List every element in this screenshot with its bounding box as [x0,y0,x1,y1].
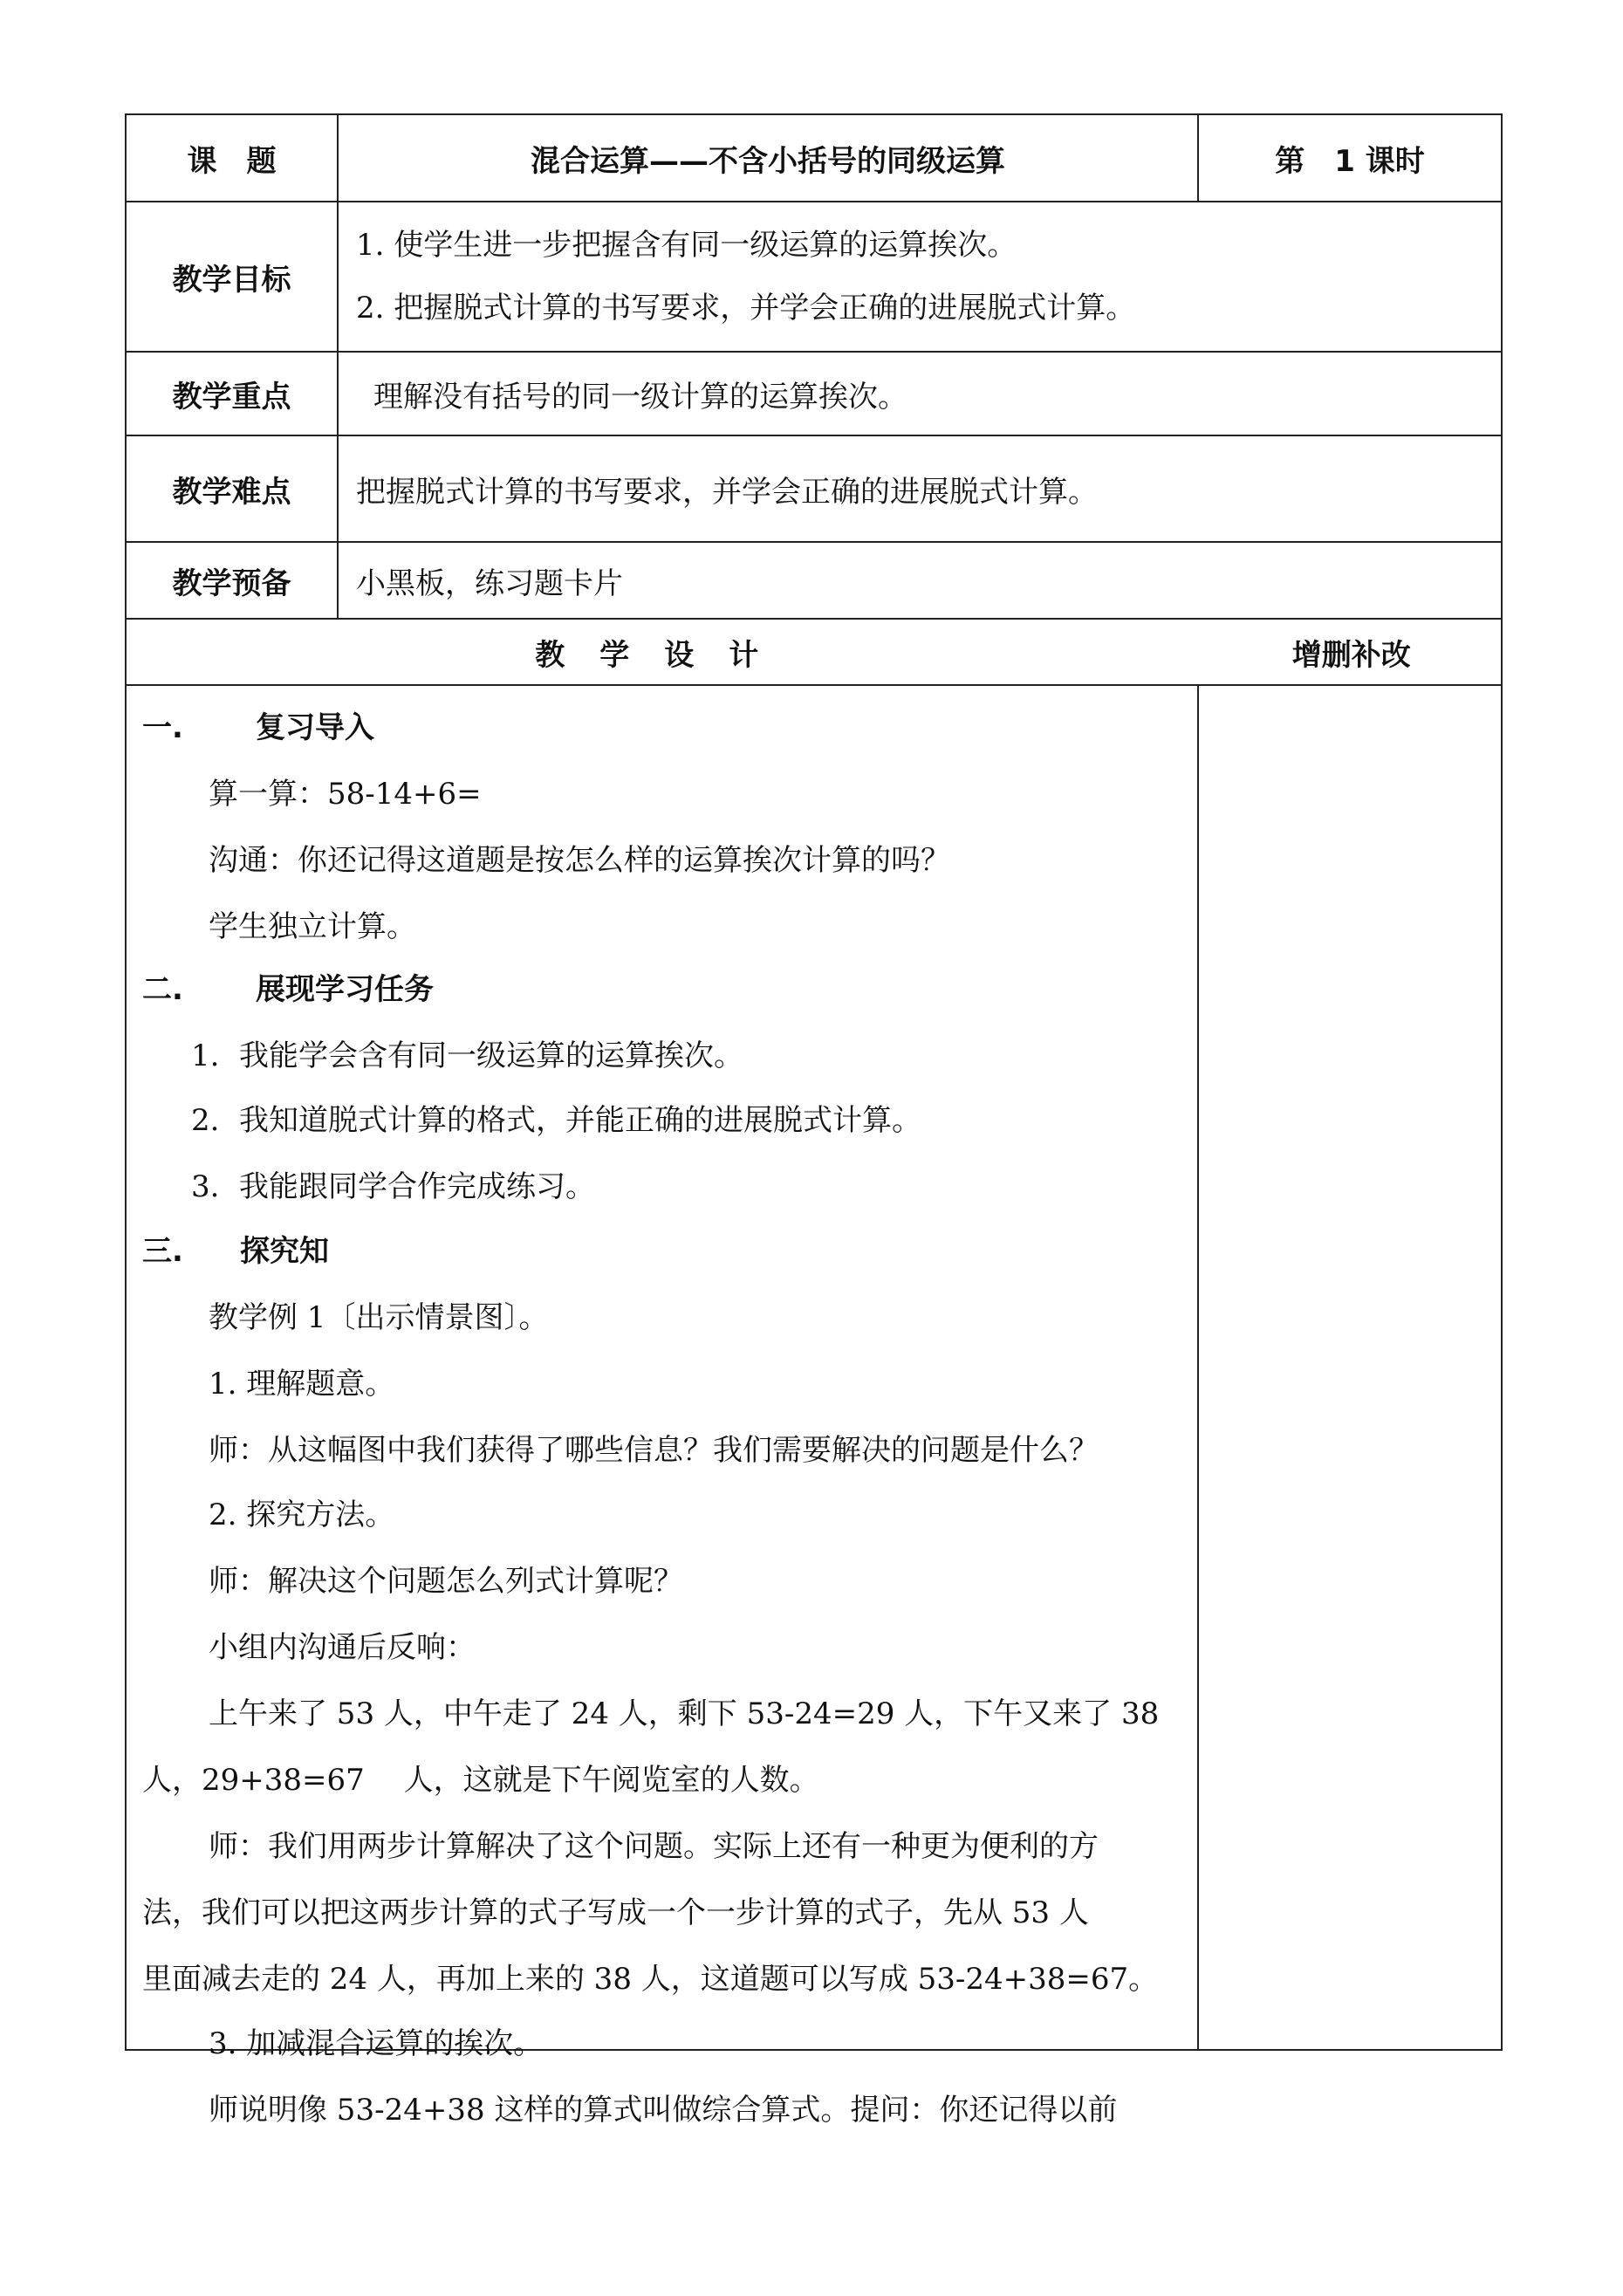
section-2-heading [142,965,434,1008]
s3-line-7: 上午来了 53 人，中午走了 24 人，剩下 53-24=29 人，下午又来了 38 [209,1696,1160,1731]
section-1-heading [142,703,374,746]
task-item-3-number: 3. [191,1169,220,1204]
goals-cell [338,202,1502,352]
task-item-1-number: 1. [191,1038,220,1073]
s3-line-11: 里面减去走的 24 人，再加上来的 38 人，这道题可以写成 53-24+38=67。 [142,1962,1159,1997]
design-body-row [126,685,1502,2050]
task-item-2 [191,1096,921,1139]
s3-line-8: 人，29+38=67 人，这就是下午阅览室的人数。 [142,1763,819,1798]
goals-label: 教学目标 [126,202,338,352]
task-item-1 [191,1031,743,1074]
s1-line-1: 算一算：58-14+6= [209,777,482,812]
key-point-row [126,352,1502,435]
task-item-1-text: 我能学会含有同一级运算的运算挨次。 [239,1038,743,1073]
section-2-title: 展现学习任务 [256,972,434,1007]
s3-line-10: 法，我们可以把这两步计算的式子写成一个一步计算的式子，先从 53 人 [142,1895,1089,1930]
difficulty-label: 教学难点 [126,435,338,542]
task-item-3 [191,1162,595,1205]
topic-label: 课 题 [126,114,338,202]
key-point-value: 理解没有括号的同一级计算的运算挨次。 [338,352,1502,435]
key-point-label: 教学重点 [126,352,338,435]
s3-line-4: 2. 探究方法。 [209,1498,395,1532]
s3-line-6: 小组内沟通后反响： [209,1630,476,1665]
s3-line-1: 教学例 1〔出示情景图〕。 [209,1300,549,1335]
task-item-3-text: 我能跟同学合作完成练习。 [239,1169,595,1204]
topic-value: 混合运算——不含小括号的同级运算 [338,114,1198,202]
section-1-number: 一. [142,710,183,745]
goals-row [126,202,1502,352]
s3-line-9: 师：我们用两步计算解决了这个问题。实际上还有一种更为便利的方 [209,1829,1099,1864]
design-title: 教学设计 [535,637,794,673]
s3-line-3: 师：从这幅图中我们获得了哪些信息？我们需要解决的问题是什么？ [209,1433,1099,1468]
design-content-cell [126,685,1198,2128]
difficulty-value: 把握脱式计算的书写要求，并学会正确的进展脱式计算。 [338,435,1502,542]
section-3-heading [142,1227,329,1270]
revision-notes-cell [1198,685,1502,2050]
lesson-number: 第 1 课时 [1198,114,1502,202]
task-item-2-text: 我知道脱式计算的格式，并能正确的进展脱式计算。 [239,1103,921,1138]
s3-line-13: 师说明像 53-24+38 这样的算式叫做综合算式。提问：你还记得以前 [209,2093,1118,2128]
s3-line-5: 师：解决这个问题怎么列式计算呢？ [209,1564,683,1599]
s3-line-12: 3. 加减混合运算的挨次。 [209,2026,544,2061]
difficulty-row [126,435,1502,542]
design-side-title: 增删补改 [1291,637,1411,673]
s1-line-3: 学生独立计算。 [209,909,416,944]
goal-item-2: 2. 把握脱式计算的书写要求，并学会正确的进展脱式计算。 [356,291,1136,326]
prep-row [126,542,1502,619]
s1-line-2: 沟通：你还记得这道题是按怎么样的运算挨次计算的吗？ [209,843,950,878]
s3-line-2: 1. 理解题意。 [209,1367,395,1402]
prep-value: 小黑板，练习题卡片 [338,542,1502,619]
goal-item-1: 1. 使学生进一步把握含有同一级运算的运算挨次。 [356,228,1017,263]
section-2-number: 二. [142,972,183,1007]
lesson-plan-table [125,113,1503,2128]
prep-label: 教学预备 [126,542,338,619]
design-content [127,686,1197,2128]
design-header-cell [126,619,1502,685]
design-header-row [126,619,1502,685]
section-3-number: 三. [142,1234,183,1269]
section-1-title: 复习导入 [256,710,374,745]
section-3-title: 探究知 [240,1234,329,1269]
task-item-2-number: 2. [191,1103,220,1138]
header-row [126,114,1502,202]
